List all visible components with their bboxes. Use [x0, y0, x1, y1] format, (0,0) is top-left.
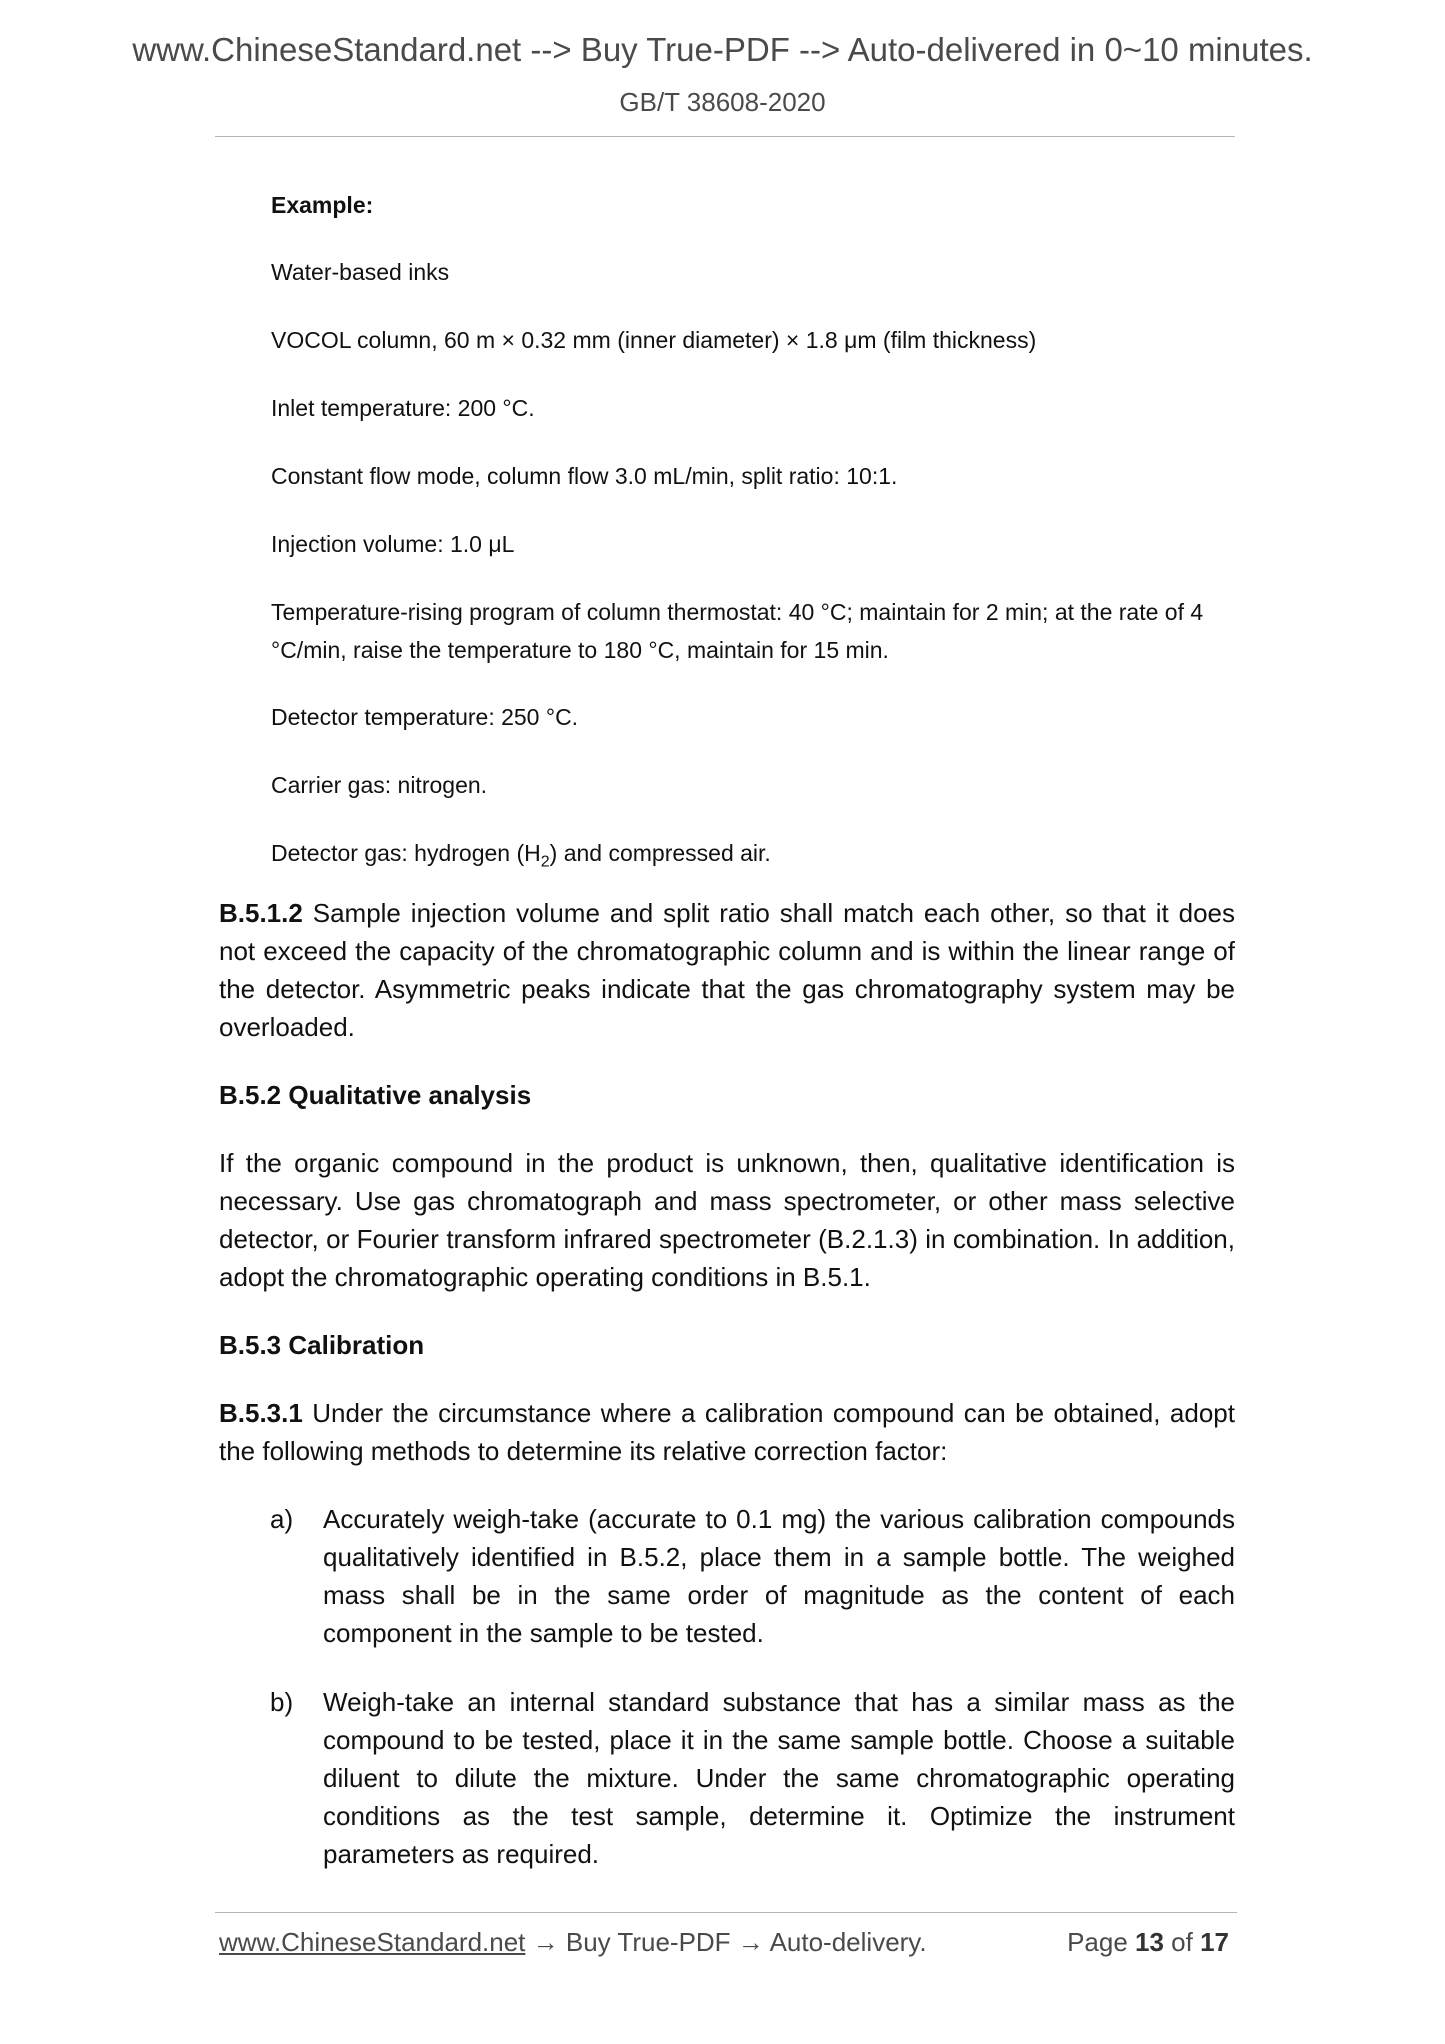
heading-b5-2: B.5.2 Qualitative analysis [219, 1080, 532, 1110]
clause-number: B.5.3.1 [219, 1398, 303, 1428]
header-divider [215, 136, 1235, 137]
list-marker: a) [270, 1504, 294, 1534]
example-line-column: VOCOL column, 60 m × 0.32 mm (inner diameter) × 1.8 μm (film thickness) [271, 327, 1037, 353]
example-line-carrier-gas: Carrier gas: nitrogen. [271, 772, 488, 798]
list-text: Accurately weigh-take (accurate to 0.1 mg) the various calibration compounds qualitatively identified in B.5.2, place them in a sample bottle. The weighed mass shall be in the same order of magnitude as the content of each component in the sample to be tested. [323, 1504, 1235, 1648]
site-banner: www.ChineseStandard.net --> Buy True-PDF --> Auto-delivered in 0~10 minutes. [132, 31, 1313, 68]
list-marker: b) [270, 1687, 294, 1717]
example-line-inlet-temp: Inlet temperature: 200 °C. [271, 395, 535, 421]
example-line-flow: Constant flow mode, column flow 3.0 mL/min, split ratio: 10:1. [271, 463, 898, 489]
heading-b5-3: B.5.3 Calibration [219, 1330, 425, 1360]
page-indicator: Page 13 of 17 [1067, 1927, 1229, 1957]
list-item-a [219, 1500, 1235, 1652]
example-block [271, 186, 1231, 912]
clause-b5-3-1: B.5.3.1 Under the circumstance where a calibration compound can be obtained, adopt the following methods to determine its relative correction factor: [219, 1398, 1235, 1466]
site-link[interactable]: www.ChineseStandard.net [219, 1927, 526, 1957]
document-body [219, 894, 1235, 1904]
total-pages: 17 [1200, 1927, 1229, 1957]
example-line-detector-temp: Detector temperature: 250 °C. [271, 704, 579, 730]
footer-links [219, 1925, 927, 1959]
example-line-injection: Injection volume: 1.0 μL [271, 531, 515, 557]
clause-b5-1-2: B.5.1.2 Sample injection volume and split ratio shall match each other, so that it does not exceed the capacity of the chromatographic column and is within the linear range of the detector. Asymmetric peaks indicate that the gas chromatography system may be overloaded. [219, 898, 1235, 1042]
delivery-text: → Buy True-PDF → Auto-delivery. [525, 1927, 927, 1957]
list-item-b [219, 1683, 1235, 1873]
list-text: Weigh-take an internal standard substance that has a similar mass as the compound to be tested, place it in the same sample bottle. Choose a suitable diluent to dilute the mixture. Under the same chromatographic operating conditions as the test sample, determine it. Optimize the instrument parameters as required. [323, 1687, 1235, 1869]
example-line-detector-gas: Detector gas: hydrogen $(H_2)$ and compressed air. [271, 840, 771, 871]
example-line-temperature-program: Temperature-rising program of column thermostat: 40 °C; maintain for 2 min; at the rate of 4 °C/min, raise the temperature to 180 °C, maintain for 15 min. [271, 599, 1204, 663]
footer-divider [215, 1912, 1237, 1913]
clause-b5-2-text: If the organic compound in the product is unknown, then, qualitative identification is necessary. Use gas chromatograph and mass spectrometer, or other mass selective detector, or Fourier transform infrared spectrometer (B.2.1.3) in combination. In addition, adopt the chromatographic operating conditions in B.5.1. [219, 1148, 1235, 1292]
clause-number: B.5.1.2 [219, 898, 303, 928]
page-number: 13 [1135, 1927, 1164, 1957]
example-title: Example: [271, 192, 374, 218]
example-line-ink: Water-based inks [271, 259, 450, 285]
standard-code: GB/T 38608-2020 [619, 87, 826, 117]
